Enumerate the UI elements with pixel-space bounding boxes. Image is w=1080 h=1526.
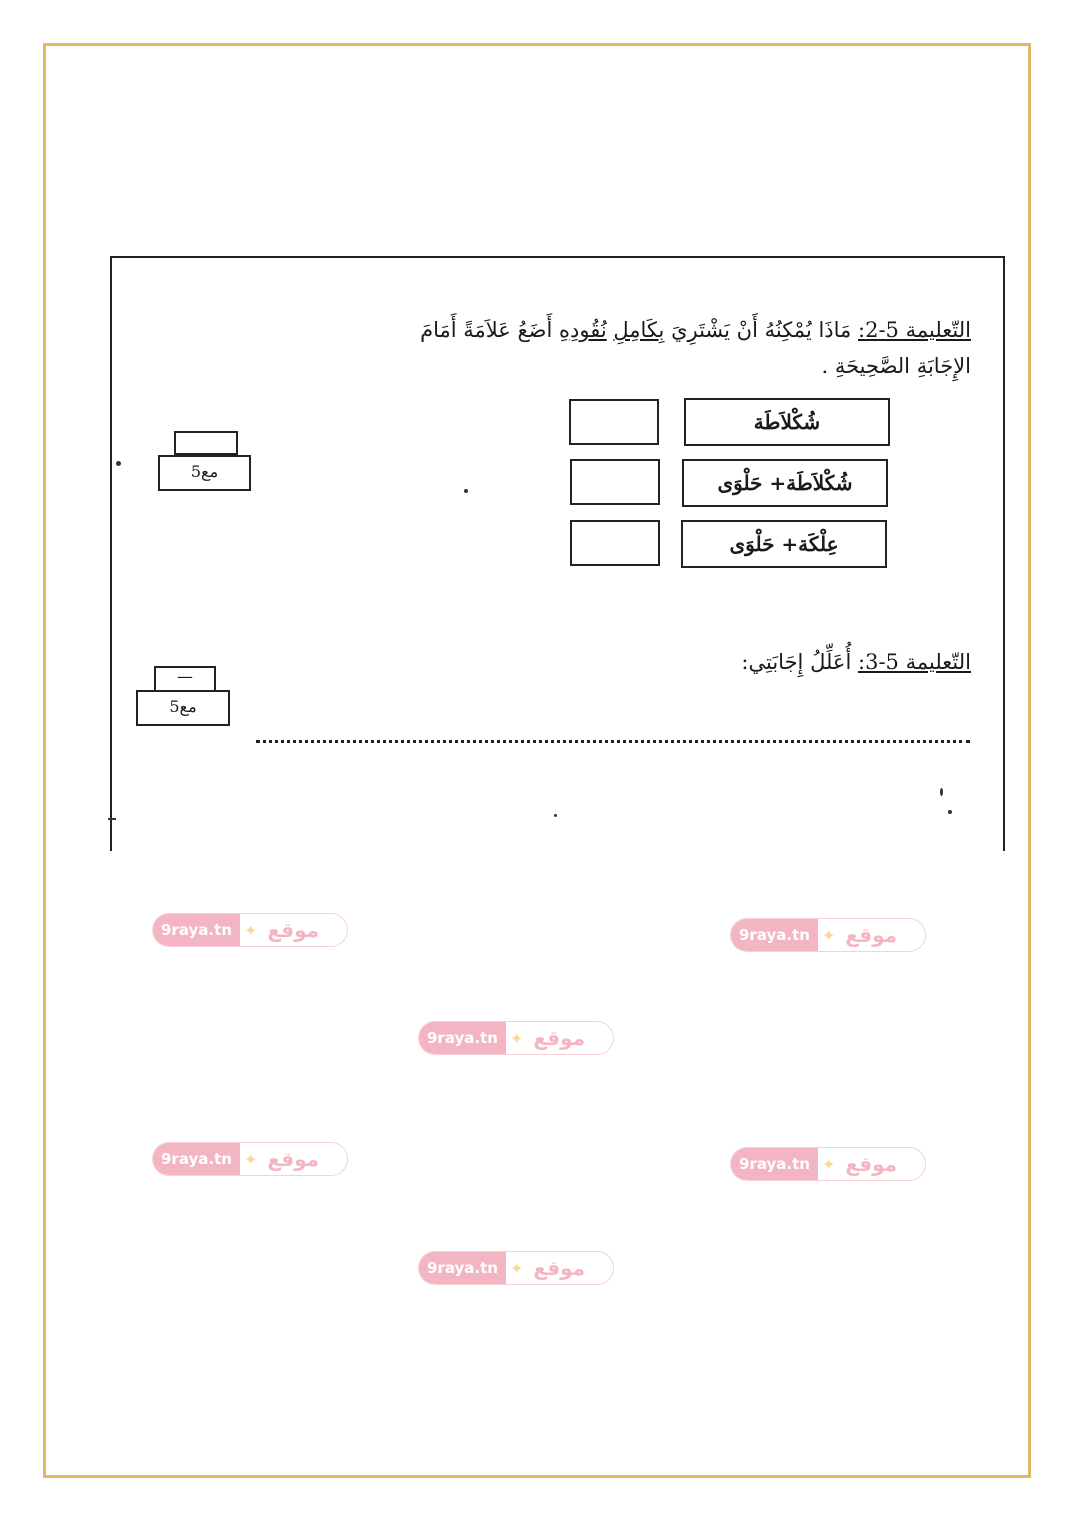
bulb-icon: ✦ xyxy=(509,1258,524,1278)
watermark-word: موقع xyxy=(845,1152,898,1176)
watermark xyxy=(418,1251,614,1285)
scan-speck xyxy=(554,814,557,817)
bulb-icon: ✦ xyxy=(821,925,836,945)
watermark-brand: 9raya.tn xyxy=(153,1143,240,1175)
watermark-word: موقع xyxy=(533,1026,586,1050)
scan-speck xyxy=(464,489,468,493)
question-2-underlined-1: بِكَامِلِ xyxy=(613,318,665,342)
watermark xyxy=(418,1021,614,1055)
question-2-line-1 xyxy=(420,318,971,342)
watermark-word: موقع xyxy=(267,918,320,942)
option-2-checkbox[interactable] xyxy=(570,459,660,505)
score-2-box: مع5 xyxy=(158,455,251,491)
watermark-brand: 9raya.tn xyxy=(731,1148,818,1180)
watermark xyxy=(152,913,348,947)
bulb-icon: ✦ xyxy=(243,920,258,940)
score-3-top-box: — xyxy=(154,666,216,692)
question-3-text: أُعَلِّلُ إِجَابَتِي: xyxy=(741,650,852,674)
question-2-text-start: مَاذَا يُمْكِنُهُ أَنْ يَشْتَرِيَ xyxy=(671,318,852,342)
watermark-brand: 9raya.tn xyxy=(731,919,818,951)
watermark xyxy=(730,918,926,952)
bulb-icon: ✦ xyxy=(509,1028,524,1048)
question-2-line-2: الإِجَابَةِ الصَّحِيحَةِ . xyxy=(821,354,971,378)
option-1-checkbox[interactable] xyxy=(569,399,659,445)
option-3-label: عِلْكَة+ حَلْوَى xyxy=(681,520,887,568)
option-2-label: شُكْلاَطَة+ حَلْوَى xyxy=(682,459,888,507)
scan-speck xyxy=(940,788,943,796)
watermark-word: موقع xyxy=(267,1147,320,1171)
watermark-word: موقع xyxy=(845,923,898,947)
scan-speck xyxy=(116,461,121,466)
option-1-label: شُكْلاَطَة xyxy=(684,398,890,446)
score-2-top-box xyxy=(174,431,238,455)
watermark-brand: 9raya.tn xyxy=(419,1022,506,1054)
question-2-label: التّعليمة 5-2: xyxy=(857,318,971,342)
answer-dotted-line[interactable] xyxy=(256,740,970,743)
question-2-text-end: أَضَعُ عَلاَمَةً أَمَامَ xyxy=(420,318,553,342)
score-3-box: مع5 xyxy=(136,690,230,726)
bulb-icon: ✦ xyxy=(821,1154,836,1174)
question-2-underlined-2: نُقُودِهِ xyxy=(559,318,607,342)
scan-speck xyxy=(948,810,952,814)
question-3-line xyxy=(741,650,971,674)
watermark-word: موقع xyxy=(533,1256,586,1280)
question-3-label: التّعليمة 5-3: xyxy=(857,650,971,674)
exam-section xyxy=(110,256,1005,851)
watermark xyxy=(730,1147,926,1181)
watermark-brand: 9raya.tn xyxy=(153,914,240,946)
bulb-icon: ✦ xyxy=(243,1149,258,1169)
watermark xyxy=(152,1142,348,1176)
scan-mark xyxy=(108,818,116,820)
option-3-checkbox[interactable] xyxy=(570,520,660,566)
watermark-brand: 9raya.tn xyxy=(419,1252,506,1284)
